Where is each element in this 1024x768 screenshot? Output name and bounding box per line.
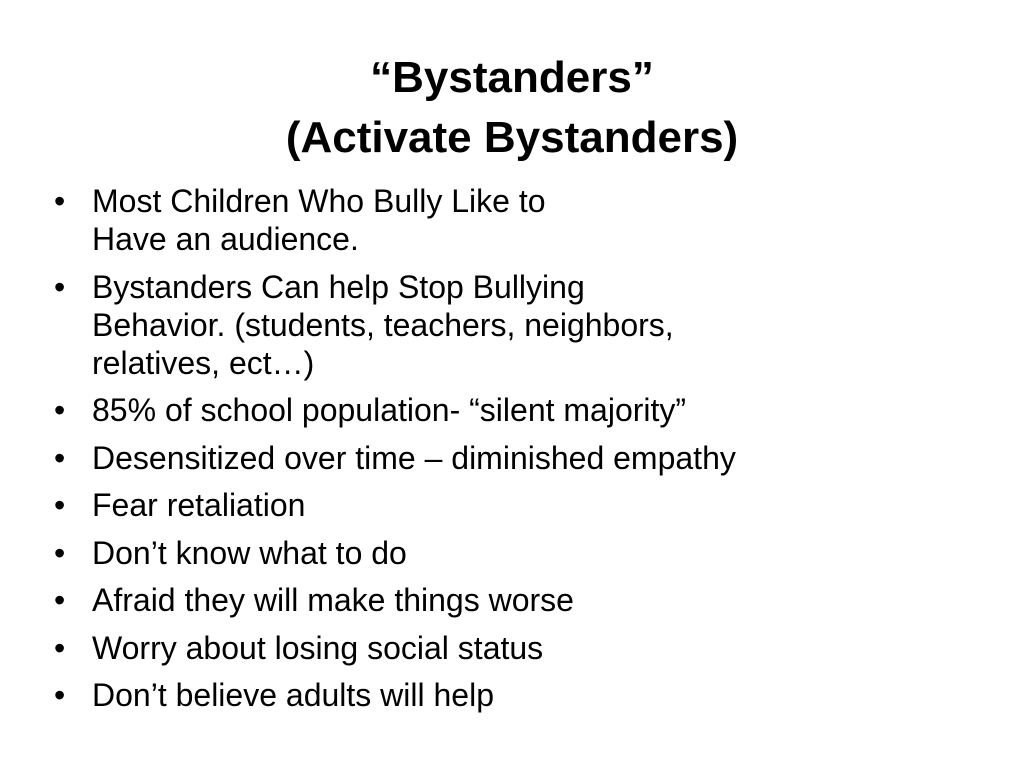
bullet-marker: •: [54, 677, 66, 713]
title-line-1: “Bystanders”: [370, 53, 654, 102]
bullet-item: [50, 629, 950, 667]
bullet-marker: •: [54, 582, 66, 618]
bullet-list: [50, 182, 950, 724]
title-line-2: (Activate Bystanders): [285, 113, 739, 162]
bullet-text: Afraid they will make things worse: [92, 582, 574, 618]
bullet-marker: •: [54, 392, 66, 428]
bullet-marker: •: [54, 534, 66, 571]
bullet-item: [50, 534, 950, 572]
bullet-text: Don’t believe adults will help: [92, 677, 494, 713]
bullet-marker: •: [54, 629, 66, 666]
slide-title: [0, 48, 1024, 168]
bullet-item: [50, 581, 950, 619]
bullet-item: [50, 439, 950, 477]
bullet-marker: •: [54, 439, 66, 476]
bullet-item: [50, 391, 950, 429]
bullet-marker: •: [54, 183, 66, 219]
bullet-text: Fear retaliation: [92, 487, 306, 523]
bullet-marker: •: [54, 268, 66, 305]
bullet-text: Most Children Who Bully Like to Have an audience.: [92, 183, 546, 257]
bullet-item: [50, 268, 950, 382]
bullet-item: [50, 182, 950, 258]
bullet-text: Don’t know what to do: [92, 534, 407, 571]
bullet-text: Bystanders Can help Stop Bullying Behavior. (students, teachers, neighbors, relatives, ect…): [92, 268, 674, 381]
bullet-text: Desensitized over time – diminished empathy: [92, 439, 736, 476]
bullet-text: 85% of school population- “silent majority”: [92, 392, 687, 428]
bullet-marker: •: [54, 487, 66, 523]
bullet-item: [50, 676, 950, 714]
bullet-item: [50, 486, 950, 524]
bullet-text: Worry about losing social status: [92, 629, 544, 666]
